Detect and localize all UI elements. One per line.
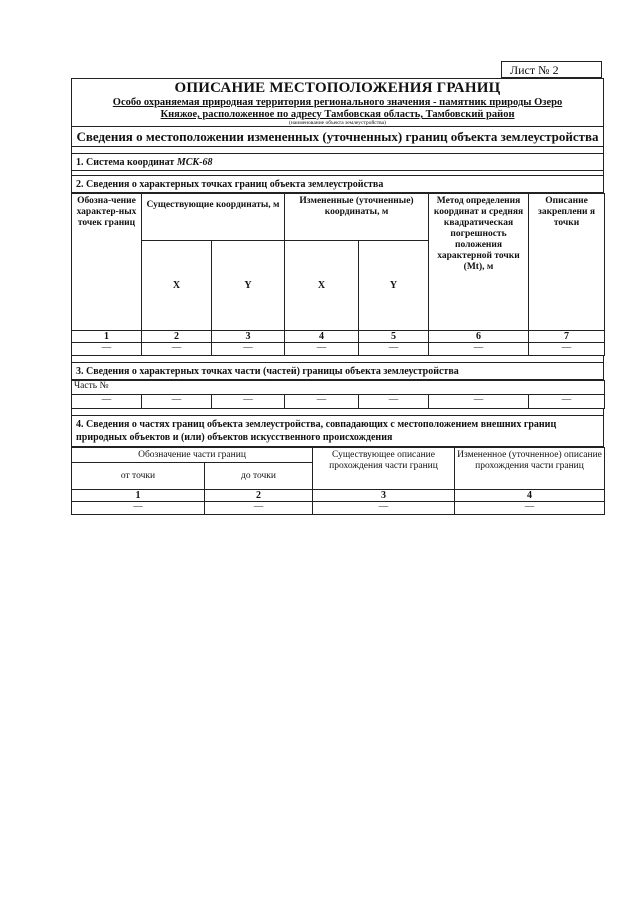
empty-cell: — bbox=[455, 502, 605, 515]
empty-cell: — bbox=[529, 395, 605, 409]
boundary-parts-table bbox=[71, 447, 605, 515]
col-number: 5 bbox=[359, 331, 429, 343]
empty-cell: — bbox=[142, 395, 212, 409]
empty-cell: — bbox=[359, 395, 429, 409]
col-y-changed: Y bbox=[359, 241, 429, 331]
col-number: 1 bbox=[72, 490, 205, 502]
empty-cell: — bbox=[529, 343, 605, 356]
subtitle: Сведения о местоположении измененных (уточненных) границ объекта землеустройства bbox=[71, 127, 604, 147]
part-number-label: Часть № bbox=[72, 381, 605, 395]
empty-cell: — bbox=[429, 395, 529, 409]
col-changed-desc: Измененное (уточненное) описание прохождения части границ bbox=[455, 448, 605, 490]
section3-heading: 3. Сведения о характерных точках части (частей) границы объекта землеустройства bbox=[71, 362, 604, 380]
section1-label: 1. Система координат bbox=[76, 157, 177, 168]
col-x-changed: X bbox=[285, 241, 359, 331]
col-from-point: от точки bbox=[72, 463, 205, 490]
col-changed-coords: Измененные (уточненные) координаты, м bbox=[285, 194, 429, 241]
col-number: 3 bbox=[313, 490, 455, 502]
document-frame bbox=[71, 78, 604, 515]
col-y-existing: Y bbox=[212, 241, 285, 331]
section4-heading: 4. Сведения о частях границ объекта землеустройства, совпадающих с местоположением внешних границ природных объектов и (или) объектов искусственного происхождения bbox=[71, 415, 604, 447]
empty-cell: — bbox=[285, 395, 359, 409]
col-existing-desc: Существующее описание прохождения части границ bbox=[313, 448, 455, 490]
empty-cell: — bbox=[205, 502, 313, 515]
col-part: Обозначение части границ bbox=[72, 448, 313, 463]
object-name-line2: Княжое, расположенное по адресу Тамбовская область, Тамбовский район bbox=[160, 109, 515, 120]
table-row bbox=[72, 343, 605, 356]
col-existing-coords: Существующие координаты, м bbox=[142, 194, 285, 241]
empty-cell: — bbox=[72, 395, 142, 409]
sheet-number: Лист № 2 bbox=[501, 61, 602, 78]
points-table bbox=[71, 193, 605, 356]
coordinate-system: МСК-68 bbox=[176, 157, 213, 168]
col-number: 6 bbox=[429, 331, 529, 343]
col-method: Метод определения координат и средняя квадратическая погрешность положения характерной точки (Mt), м bbox=[429, 194, 529, 331]
col-number: 2 bbox=[142, 331, 212, 343]
col-number: 3 bbox=[212, 331, 285, 343]
empty-cell: — bbox=[429, 343, 529, 356]
section2-heading: 2. Сведения о характерных точках границ объекта землеустройства bbox=[71, 175, 604, 193]
col-fixing: Описание закреплени я точки bbox=[529, 194, 605, 331]
page-title: ОПИСАНИЕ МЕСТОПОЛОЖЕНИЯ ГРАНИЦ bbox=[174, 80, 501, 96]
col-number: 2 bbox=[205, 490, 313, 502]
col-designation: Обозна-чение характер-ных точек границ bbox=[72, 194, 142, 331]
col-number: 4 bbox=[455, 490, 605, 502]
empty-cell: — bbox=[72, 502, 205, 515]
empty-cell: — bbox=[212, 343, 285, 356]
table-row bbox=[72, 395, 605, 409]
col-to-point: до точки bbox=[205, 463, 313, 490]
empty-cell: — bbox=[285, 343, 359, 356]
col-number: 1 bbox=[72, 331, 142, 343]
section1-heading bbox=[71, 153, 604, 171]
empty-cell: — bbox=[212, 395, 285, 409]
empty-cell: — bbox=[313, 502, 455, 515]
part-points-table bbox=[71, 380, 605, 409]
col-number: 4 bbox=[285, 331, 359, 343]
empty-cell: — bbox=[359, 343, 429, 356]
object-name bbox=[72, 97, 603, 121]
table-row bbox=[72, 502, 605, 515]
empty-cell: — bbox=[142, 343, 212, 356]
header-block bbox=[71, 78, 604, 127]
object-name-note: (наименование объекта землеустройства) bbox=[289, 120, 386, 126]
col-number: 7 bbox=[529, 331, 605, 343]
object-name-line1: Особо охраняемая природная территория регионального значения - памятник природы Озеро bbox=[112, 97, 563, 108]
col-x-existing: X bbox=[142, 241, 212, 331]
empty-cell: — bbox=[72, 343, 142, 356]
